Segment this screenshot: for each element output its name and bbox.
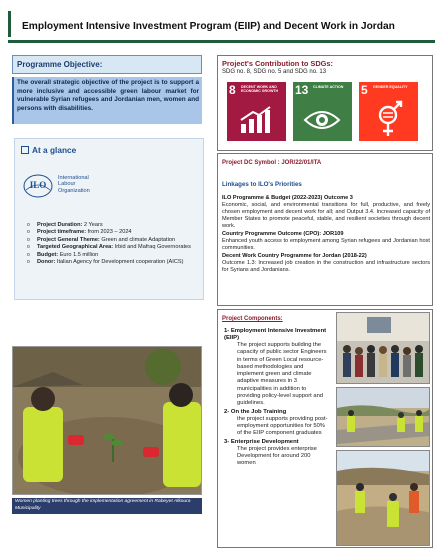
linkage-title: Decent Work Country Programme for Jordan (2018-22) — [222, 253, 367, 259]
site-work-photo — [336, 450, 430, 546]
ilo-name: International Labour Organization — [58, 175, 90, 194]
calendar-icon — [21, 146, 29, 154]
list-item: o Project timeframe: from 2023 – 2024 — [25, 229, 201, 236]
title-bar — [8, 7, 435, 43]
at-a-glance-panel — [14, 138, 204, 300]
list-item: o Project General Theme: Green and climate Adaptation — [25, 237, 201, 244]
list-item: o Budget: Euro 1.5 million — [25, 252, 201, 259]
linkages-body — [222, 195, 430, 275]
components-list — [224, 328, 328, 468]
list-item: o Project Duration: 2 Years — [25, 222, 201, 229]
linkages-panel — [217, 153, 433, 306]
component-title: 1- Employment Intensive Investment (EIIP) — [224, 328, 327, 341]
training-group-photo — [336, 312, 430, 384]
sdg-tile-8: 8 DECENT WORK AND ECONOMIC GROWTH — [227, 82, 286, 141]
ilo-logo-icon — [23, 174, 53, 198]
gender-equality-icon — [374, 100, 404, 138]
photo-caption: Women planting trees through the implementation agreement in Rabeyet Alkoura Municipality — [12, 498, 202, 514]
objective-box — [12, 77, 202, 124]
component-title: 3- Enterprise Development — [224, 438, 299, 445]
glance-list — [25, 222, 201, 266]
objective-text: The overall strategic objective of the project is to support a more inclusive and accessible green labour market for vulnerable Syrian refugees and Jordanian men, women and persons with disabilities. — [17, 79, 199, 112]
list-item: o Donor: Italian Agency for Development cooperation (AICS) — [25, 259, 201, 266]
page-title: Employment Intensive Investment Program (EIIP) and Decent Work in Jordan — [22, 21, 395, 32]
svg-text:ILO: ILO — [29, 180, 47, 190]
sdg-tile-5: 5 GENDER EQUALITY — [359, 82, 418, 141]
component-text: the project supports providing post-employment opportunities for 50% of the EIIP component graduates — [237, 415, 328, 437]
objective-heading-box — [12, 55, 202, 74]
tree-planting-photo — [12, 346, 202, 495]
dc-symbol: Project DC Symbol : JOR/22/01/ITA — [222, 160, 322, 166]
sdg-tile-13: 13 CLIMATE ACTION — [293, 82, 352, 141]
linkage-title: Country Programme Outcome (CPO): JOR109 — [222, 231, 344, 237]
objective-heading: Programme Objective: — [17, 60, 103, 69]
sdg-heading: Project's Contribution to SDGs: — [222, 59, 333, 68]
at-a-glance-heading: At a glance — [21, 145, 76, 155]
roadwork-photo — [336, 387, 430, 447]
components-heading: Project Components: — [222, 316, 283, 322]
component-text: The project provides enterprise Development for around 200 women — [237, 445, 317, 467]
linkage-title: ILO Programme & Budget (2022-2023) Outcome 3 — [222, 195, 353, 201]
linkages-heading: Linkages to ILO's Priorities — [222, 181, 302, 188]
linkage-text: Economic, social, and environmental transitions for full, productive, and freely chosen employment and decent work for all; and Output 3.4. Increased capacity of Member States to promote peaceful, stable, and resilient societies through decent work. — [222, 202, 430, 229]
sdg-subtitle: SDG no. 8, SDG no. 5 and SDG no. 13 — [222, 69, 327, 75]
component-title: 2- On the Job Training — [224, 408, 287, 415]
eye-globe-icon — [303, 108, 341, 132]
list-item: o Targeted Geographical Area: Irbid and Mafraq Governorates — [25, 244, 201, 251]
linkage-text: Outcome 1.3: Increased job creation in the construction and infrastructure sectors for Syrians and Jordanians. — [222, 260, 430, 273]
linkage-text: Enhanced youth access to employment among Syrian refugees and Jordanian host communities. — [222, 238, 430, 251]
component-text: The project supports building the capacity of public sector Engineers in terms of Green Local resource-based methodologies and implement green and climate adaptive measures in 3 municipalities in addition to providing policy-level support and guidelines. — [237, 342, 327, 407]
growth-chart-icon — [239, 106, 273, 134]
sdg-panel — [217, 55, 433, 151]
